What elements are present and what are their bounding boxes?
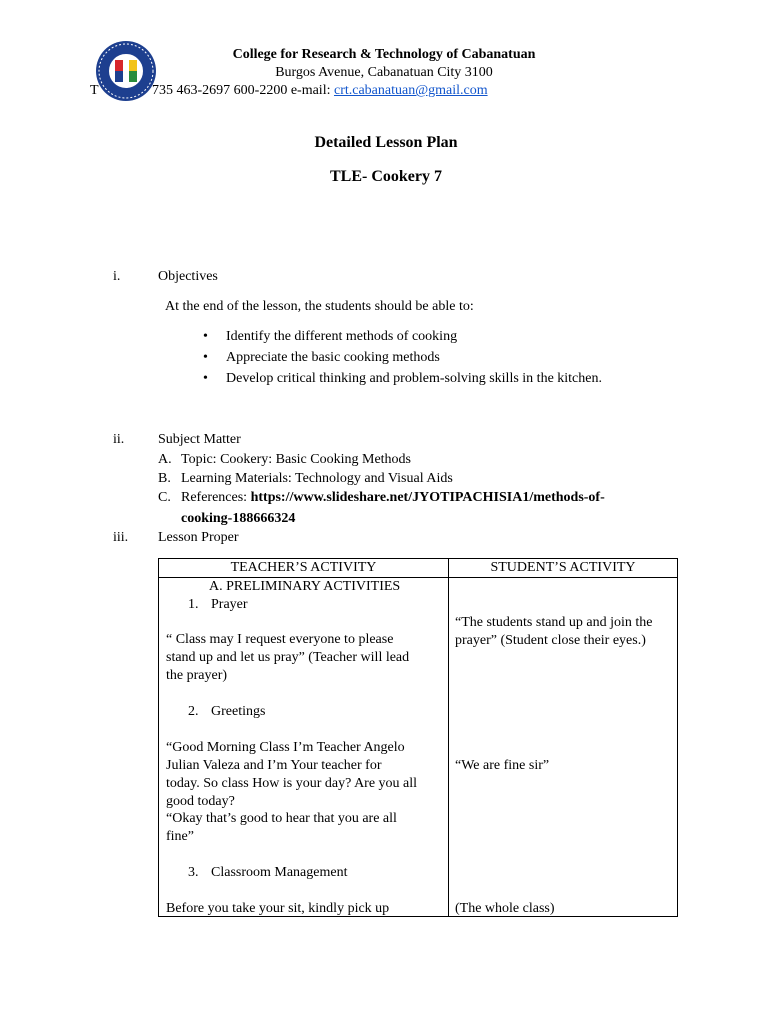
contact-phones: 735 463-2697 600-2200 e-mail: bbox=[152, 83, 331, 98]
column-header-student: STUDENT’S ACTIVITY bbox=[449, 559, 678, 578]
section-number-lesson: iii. bbox=[113, 530, 129, 545]
objectives-intro: At the end of the lesson, the students should be able to: bbox=[165, 299, 474, 314]
section-title-subject: Subject Matter bbox=[158, 432, 241, 447]
teacher-greeting-line: today. So class How is your day? Are you all bbox=[166, 776, 418, 791]
activity-greetings: Greetings bbox=[211, 704, 266, 719]
activity-classroom-management: Classroom Management bbox=[211, 865, 348, 880]
document-subtitle: TLE- Cookery 7 bbox=[330, 168, 442, 185]
objective-item: Appreciate the basic cooking methods bbox=[226, 350, 440, 365]
section-number-objectives: i. bbox=[113, 269, 121, 284]
teacher-prayer-line: “ Class may I request everyone to please bbox=[166, 632, 394, 647]
student-prayer-line: prayer” (Student close their eyes.) bbox=[455, 633, 646, 648]
teacher-prayer-line: the prayer) bbox=[166, 668, 228, 683]
section-number-subject: ii. bbox=[113, 432, 125, 447]
teacher-greeting-line: good today? bbox=[166, 794, 235, 809]
subject-letter: B. bbox=[158, 471, 171, 486]
institution-name: College for Research & Technology of Cabanatuan bbox=[232, 47, 536, 62]
student-greeting-response: “We are fine sir” bbox=[455, 758, 550, 773]
objective-item: Identify the different methods of cooking bbox=[226, 329, 458, 344]
subject-item-materials: Learning Materials: Technology and Visual Aids bbox=[181, 471, 453, 486]
list-number: 3. bbox=[188, 865, 199, 880]
references-link[interactable]: https://www.slideshare.net/JYOTIPACHISIA1/methods-of- bbox=[250, 490, 605, 505]
student-management-response: (The whole class) bbox=[455, 901, 555, 916]
references-link-continued[interactable]: cooking-188666324 bbox=[181, 511, 296, 526]
bullet-dot: • bbox=[203, 350, 208, 365]
list-number: 1. bbox=[188, 597, 199, 612]
section-title-objectives: Objectives bbox=[158, 269, 218, 284]
references-label: References: bbox=[181, 490, 251, 505]
subject-letter: C. bbox=[158, 490, 171, 505]
contact-prefix: T bbox=[90, 83, 99, 98]
activity-prayer: Prayer bbox=[211, 597, 248, 612]
teacher-greeting-line: fine” bbox=[166, 829, 194, 844]
subject-item-references bbox=[181, 490, 605, 506]
teacher-management-line: Before you take your sit, kindly pick up bbox=[166, 901, 390, 916]
email-link[interactable]: crt.cabanatuan@gmail.com bbox=[333, 83, 488, 98]
preliminary-activities-heading: A. PRELIMINARY ACTIVITIES bbox=[209, 579, 401, 594]
lesson-activity-table bbox=[158, 558, 678, 917]
teacher-activity-cell bbox=[159, 578, 449, 917]
student-activity-cell bbox=[449, 578, 678, 917]
column-header-teacher: TEACHER’S ACTIVITY bbox=[159, 559, 449, 578]
teacher-prayer-line: stand up and let us pray” (Teacher will lead bbox=[166, 650, 410, 665]
bullet-dot: • bbox=[203, 371, 208, 386]
subject-item-topic: Topic: Cookery: Basic Cooking Methods bbox=[181, 452, 412, 467]
subject-letter: A. bbox=[158, 452, 172, 467]
list-number: 2. bbox=[188, 704, 199, 719]
institution-address: Burgos Avenue, Cabanatuan City 3100 bbox=[275, 65, 493, 80]
bullet-dot: • bbox=[203, 329, 208, 344]
section-title-lesson: Lesson Proper bbox=[158, 530, 239, 545]
objective-item: Develop critical thinking and problem-solving skills in the kitchen. bbox=[226, 371, 602, 386]
document-title: Detailed Lesson Plan bbox=[314, 134, 458, 151]
teacher-greeting-line: Julian Valeza and I’m Your teacher for bbox=[166, 758, 382, 773]
teacher-greeting-line: “Okay that’s good to hear that you are all bbox=[166, 811, 397, 826]
student-prayer-line: “The students stand up and join the bbox=[455, 615, 653, 630]
teacher-greeting-line: “Good Morning Class I’m Teacher Angelo bbox=[166, 740, 405, 755]
institution-contact bbox=[90, 83, 488, 99]
